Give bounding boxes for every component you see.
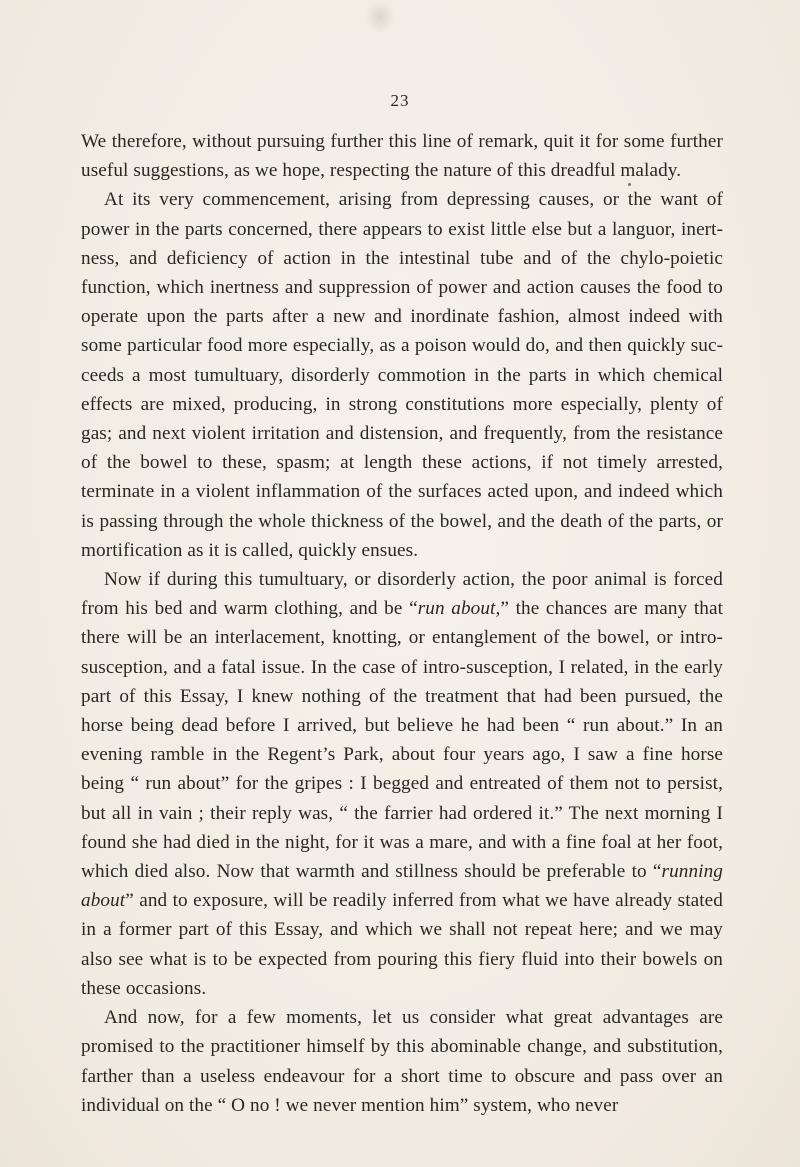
paper-stain [365, 0, 395, 34]
paragraph-3-part-1: Now if during this tumultuary, or disorderly action, the poor animal is forced from his bed and warm clothing, and be “ [81, 569, 723, 620]
paragraph-3-part-3: ” and to exposure, will be readily inferred from what we have already stated in a former part of this Essay, and which we shall not repeat here; and we may also see what is to be expected from pouring this fiery fluid into their bowels on these occasions. [81, 890, 723, 999]
paragraph-3 [81, 565, 723, 1003]
paragraph-3-part-2: ” the chances are many that there will be an interlacement, knotting, or entanglement of the bowel, or intro-susception, and a fatal issue. In the case of intro-susception, I related, in the early part of this Essay, I knew nothing of the treatment that had been pursued, the horse being dead before I arrived, but believe he had been “ run about.” In an evening ramble in the Regent’s Park, about four years ago, I saw a fine horse being “ run about” for the gripes : I begged and entreated of them not to persist, but all in vain ; their reply was, “ the farrier had ordered it.” The next morning I found she had died in the night, for it was a mare, and with a fine foal at her foot, which died also. Now that warmth and stillness should be preferable to “ [81, 598, 723, 883]
paragraph-2: At its very commencement, arising from depressing causes, or the want of power in the parts concerned, there appears to exist little else but a languor, inertness, and deficiency of action in the intestinal tube and of the chylo-poietic function, which inertness and suppression of power and action causes the food to operate upon the parts after a new and inordinate fashion, almost indeed with some particular food more especially, as a poison would do, and then quickly succeeds a most tumultuary, disorderly commotion in the parts in which chemical effects are mixed, producing, in strong constitutions more especially, plenty of gas; and next violent irritation and distension, and frequently, from the resistance of the bowel to these, spasm; at length these actions, if not timely arrested, terminate in a violent inflammation of the surfaces acted upon, and indeed which is passing through the whole thickness of the bowel, and the death of the parts, or mortification as it is called, quickly ensues. [81, 189, 723, 561]
page-number: 23 [390, 91, 410, 110]
paragraph-1: We therefore, without pursuing further this line of remark, quit it for some further useful suggestions, as we hope, respecting the nature of this dreadful malady. [81, 131, 723, 182]
body-text [81, 127, 723, 1120]
italic-running-about: running about [81, 861, 723, 912]
italic-run-about: run about, [417, 598, 501, 620]
paragraph-4: And now, for a few moments, let us consider what great advantages are promised to the practitioner himself by this abominable change, and substitution, farther than a useless endeavour for a short time to obscure and pass over an individual on the “ O no ! we never mention him” system, who never [81, 1007, 723, 1116]
